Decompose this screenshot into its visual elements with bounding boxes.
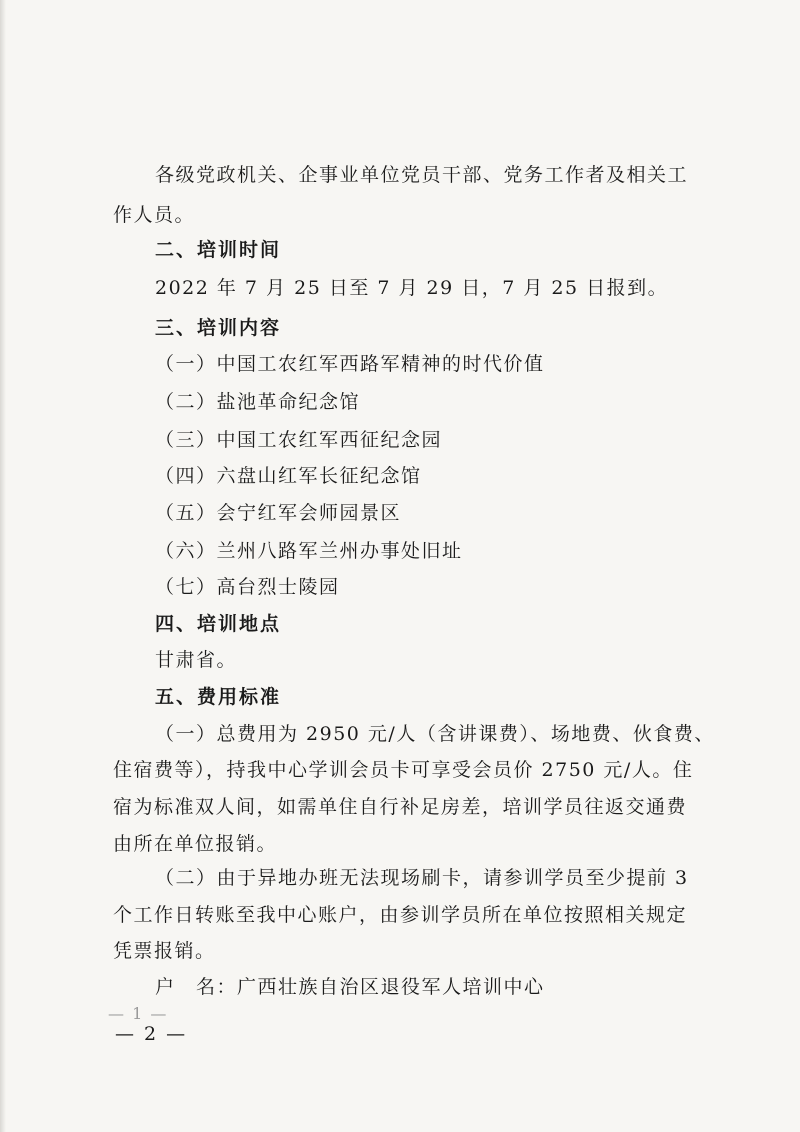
page-number: — 2 — bbox=[115, 1023, 188, 1045]
intro-line-2: 作人员。 bbox=[113, 204, 196, 226]
content-item: （一）中国工农红军西路军精神的时代价值 bbox=[155, 353, 545, 375]
content-item: （五）会宁红军会师园景区 bbox=[155, 502, 402, 524]
heading-fee-standard: 五、费用标准 bbox=[155, 686, 282, 708]
fee-paragraph-2-line-2: 个工作日转账至我中心账户，由参训学员所在单位按照相关规定 bbox=[113, 904, 688, 926]
heading-training-time: 二、培训时间 bbox=[155, 239, 282, 261]
account-name: 户 名：广西壮族自治区退役军人培训中心 bbox=[155, 976, 545, 998]
fee-paragraph-2-line-1: （二）由于异地办班无法现场刷卡，请参训学员至少提前 3 bbox=[155, 867, 689, 889]
content-item: （四）六盘山红军长征纪念馆 bbox=[155, 465, 422, 487]
content-item: （二）盐池革命纪念馆 bbox=[155, 391, 361, 413]
content-item: （七）高台烈士陵园 bbox=[155, 576, 340, 598]
fee-paragraph-1-line-4: 由所在单位报销。 bbox=[113, 833, 278, 855]
heading-training-location: 四、培训地点 bbox=[155, 613, 282, 635]
heading-training-content: 三、培训内容 bbox=[155, 317, 282, 339]
content-item: （三）中国工农红军西征纪念园 bbox=[155, 429, 443, 451]
fee-paragraph-1-line-2: 住宿费等），持我中心学训会员卡可享受会员价 2750 元/人。住 bbox=[113, 759, 694, 781]
scan-edge-shadow bbox=[0, 0, 6, 1132]
bleed-through-page-number: — 1 — bbox=[108, 1004, 168, 1023]
intro-line-1: 各级党政机关、企事业单位党员干部、党务工作者及相关工 bbox=[155, 164, 689, 186]
fee-paragraph-2-line-3: 凭票报销。 bbox=[113, 940, 216, 962]
fee-paragraph-1-line-3: 宿为标准双人间，如需单住自行补足房差，培训学员往返交通费 bbox=[113, 796, 688, 818]
training-location-text: 甘肃省。 bbox=[155, 649, 238, 671]
fee-paragraph-1-line-1: （一）总费用为 2950 元/人（含讲课费）、场地费、伙食费、 bbox=[155, 723, 715, 745]
content-item: （六）兰州八路军兰州办事处旧址 bbox=[155, 540, 463, 562]
training-time-text: 2022 年 7 月 25 日至 7 月 29 日，7 月 25 日报到。 bbox=[155, 277, 669, 299]
